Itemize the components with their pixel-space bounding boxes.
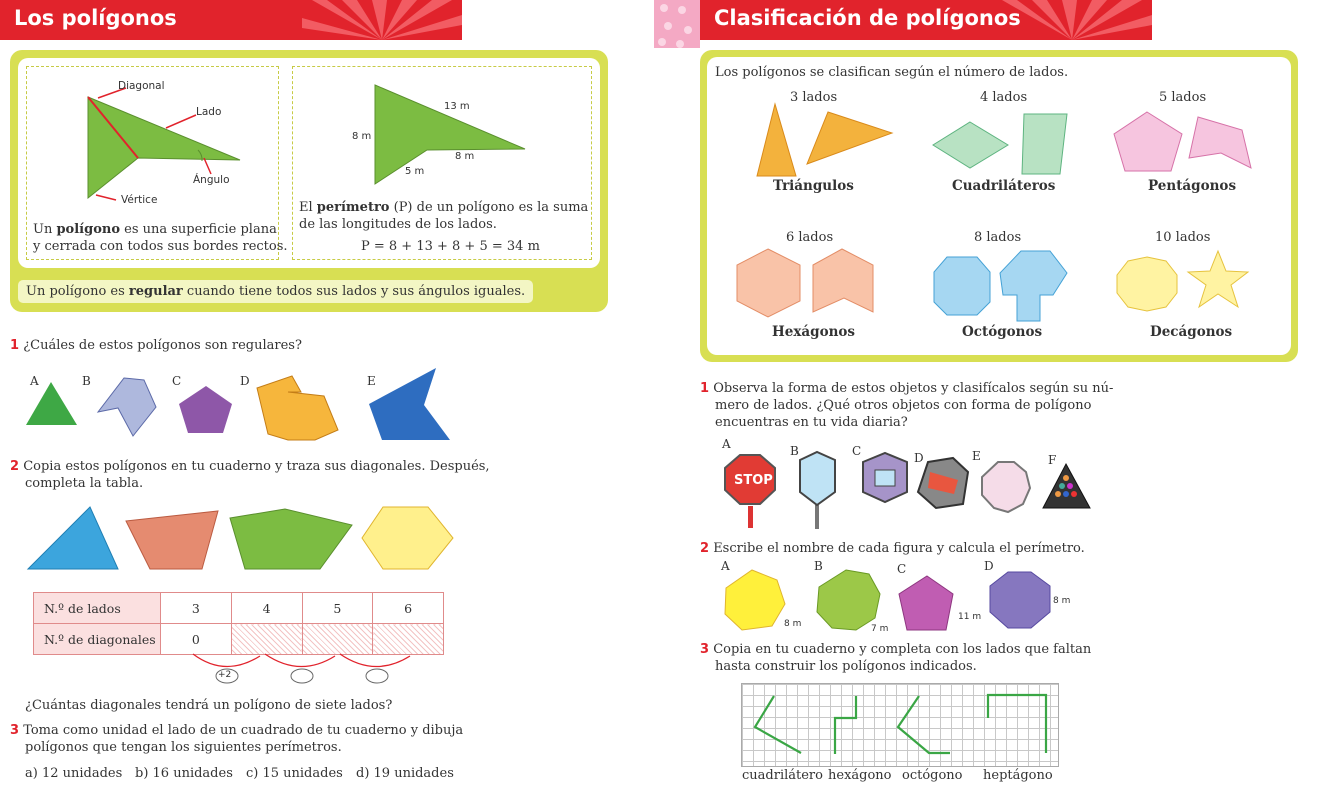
left-exercise-1-prompt: 1 ¿Cuáles de estos polígonos son regulares?	[10, 338, 302, 353]
right-exercise-2-prompt: 2 Escribe el nombre de cada figura y calcula el perímetro.	[700, 541, 1085, 556]
octagon-2	[1000, 251, 1067, 321]
table-header-sides: N.º de lados	[34, 593, 161, 624]
table-cell: 6	[373, 593, 444, 624]
perimeter-figures	[720, 566, 1080, 636]
exercise-number: 1	[10, 338, 20, 353]
sides-label-10: 10 lados	[1155, 230, 1211, 245]
quadrilateral-shape	[126, 511, 218, 569]
grid-label-octogono: octógono	[902, 768, 963, 783]
regular-definition: Un polígono es regular cuando tiene todos sus lados y sus ángulos iguales.	[18, 280, 533, 303]
right-page-title: Clasificación de polígonos	[714, 6, 1021, 30]
triangle-1	[757, 104, 796, 176]
option-b: b) 16 unidades	[135, 766, 233, 781]
triangle-shape	[28, 507, 118, 569]
object-label-f: F	[1048, 453, 1057, 467]
label-vertice: Vértice	[121, 194, 158, 206]
right-exercise-1-prompt: 1 Observa la forma de estos objetos y clasifícalos según su nú- mero de lados. ¿Qué otros objetos con forma de polígono encuentras en tu vida diaria?	[700, 381, 1114, 430]
exercise-number: 3	[700, 642, 710, 657]
sides-label-5: 5 lados	[1159, 90, 1207, 105]
sides-label-3: 3 lados	[790, 90, 838, 105]
traffic-sign	[800, 452, 835, 505]
grid-partial-shapes	[741, 683, 1061, 773]
figure-label-d: D	[984, 559, 994, 573]
category-decagonos: Decágonos	[1150, 324, 1233, 340]
object-label-a: A	[722, 437, 731, 451]
sunburst-decoration	[302, 0, 462, 40]
shape-c-pentagon	[179, 386, 232, 433]
seven-sides-question: ¿Cuántas diagonales tendrá un polígono de siete lados?	[25, 698, 393, 713]
heptagon-a	[725, 570, 785, 630]
table-cell: 0	[161, 624, 232, 655]
objects-figure	[718, 450, 1098, 530]
option-c: c) 15 unidades	[246, 766, 343, 781]
partial-hexagon	[835, 696, 856, 754]
quadrilateral-1	[933, 122, 1008, 168]
shape-label-d: D	[240, 374, 250, 388]
table-header-diagonals: N.º de diagonales	[34, 624, 161, 655]
billiard-triangle	[1043, 464, 1090, 508]
option-a: a) 12 unidades	[25, 766, 123, 781]
grid-label-cuadrilatero: cuadrilátero	[742, 768, 823, 783]
shape-d	[257, 376, 338, 440]
shape-label-a: A	[30, 374, 39, 388]
partial-octagon	[898, 696, 950, 753]
table-cell: 3	[161, 593, 232, 624]
triangle-2	[807, 112, 892, 164]
object-label-d: D	[914, 451, 924, 465]
sides-label-8: 8 lados	[974, 230, 1022, 245]
object-label-b: B	[790, 444, 799, 458]
shape-label-c: C	[172, 374, 182, 388]
decagon-plate	[982, 462, 1030, 512]
shape-label-e: E	[367, 374, 376, 388]
exercise-number: 2	[700, 541, 710, 556]
left-exercise-3-prompt: 3 Toma como unidad el lado de un cuadrado de tu cuaderno y dibuja polígonos que tengan los siguientes perímetros.	[10, 723, 464, 755]
octagon-1	[934, 257, 990, 315]
step-label: +2	[218, 670, 232, 680]
figure-label-b: B	[814, 559, 823, 573]
measure-b: 7 m	[871, 624, 889, 634]
exercise-number: 3	[10, 723, 20, 738]
left-exercise-2-prompt: 2 Copia estos polígonos en tu cuaderno y traza sus diagonales. Después, completa la tabla.	[10, 459, 490, 491]
category-pentagonos: Pentágonos	[1148, 178, 1237, 194]
table-cell: 4	[231, 593, 302, 624]
category-hexagonos: Hexágonos	[772, 324, 856, 340]
left-page-title: Los polígonos	[14, 6, 177, 30]
hexagon-1	[737, 249, 800, 317]
label-side-inner: 8 m	[455, 151, 475, 162]
table-cell: 5	[302, 593, 373, 624]
decagon-1	[1117, 257, 1177, 311]
label-side-bottom: 5 m	[405, 166, 425, 177]
label-side-left: 8 m	[352, 131, 372, 142]
pentagon-c	[899, 576, 953, 630]
label-lado: Lado	[196, 106, 222, 118]
option-d: d) 19 unidades	[356, 766, 454, 781]
classification-intro: Los polígonos se clasifican según el número de lados.	[715, 65, 1069, 80]
sides-label-4: 4 lados	[980, 90, 1028, 105]
exercise-number: 2	[10, 459, 20, 474]
shape-b	[98, 378, 156, 436]
quadrilateral-2	[1022, 114, 1067, 174]
figure-label-c: C	[897, 562, 907, 576]
partial-heptagon	[988, 695, 1046, 753]
shape-a-triangle	[26, 382, 77, 425]
label-diagonal: Diagonal	[118, 80, 165, 92]
pentagon-1	[1114, 112, 1182, 171]
label-side-top: 13 m	[444, 101, 470, 112]
object-label-e: E	[972, 449, 981, 463]
category-octogonos: Octógonos	[962, 324, 1043, 340]
pink-dots-decoration	[654, 0, 700, 48]
pentagon-2	[1189, 117, 1251, 168]
grid-label-heptagono: heptágono	[983, 768, 1053, 783]
figure-label-a: A	[721, 559, 730, 573]
right-exercise-3-prompt: 3 Copia en tu cuaderno y completa con los lados que faltan hasta construir los polígonos indicados.	[700, 642, 1092, 674]
stop-sign-text: STOP	[734, 473, 773, 488]
partial-quadrilateral	[755, 696, 801, 753]
perimeter-formula: P = 8 + 13 + 8 + 5 = 34 m	[361, 239, 540, 254]
decagon-2	[1188, 251, 1248, 307]
regular-polygons-shapes	[20, 362, 460, 442]
polygon-definition-text: Un polígono es una superficie plana y cerrada con todos sus bordes rectos.	[33, 222, 288, 254]
object-label-c: C	[852, 444, 862, 458]
left-header-bar	[0, 0, 462, 40]
category-triangulos: Triángulos	[773, 178, 854, 194]
diagonals-table	[33, 592, 444, 655]
category-shapes-row2	[720, 245, 1280, 325]
sides-label-6: 6 lados	[786, 230, 834, 245]
perimeter-definition-text: El perímetro (P) de un polígono es la suma de las longitudes de los lados.	[299, 200, 589, 232]
category-cuadrilateros: Cuadriláteros	[952, 178, 1056, 194]
exercise-number: 1	[700, 381, 710, 396]
label-angulo: Ángulo	[193, 174, 230, 186]
pentagon-shape	[230, 509, 352, 569]
measure-d: 8 m	[1053, 596, 1071, 606]
diagonal-polygons-shapes	[25, 503, 465, 573]
measure-c: 11 m	[958, 612, 982, 622]
shape-e	[369, 368, 450, 440]
hexagon-2	[813, 249, 873, 312]
hexagon-shape	[362, 507, 453, 569]
perimeter-figure	[360, 80, 560, 190]
grid-label-hexagono: hexágono	[828, 768, 892, 783]
right-header-bar	[700, 0, 1152, 40]
nonagon-b	[817, 570, 880, 630]
table-row	[34, 593, 444, 624]
octagon-d	[990, 572, 1050, 628]
measure-a: 8 m	[784, 619, 802, 629]
shape-label-b: B	[82, 374, 91, 388]
